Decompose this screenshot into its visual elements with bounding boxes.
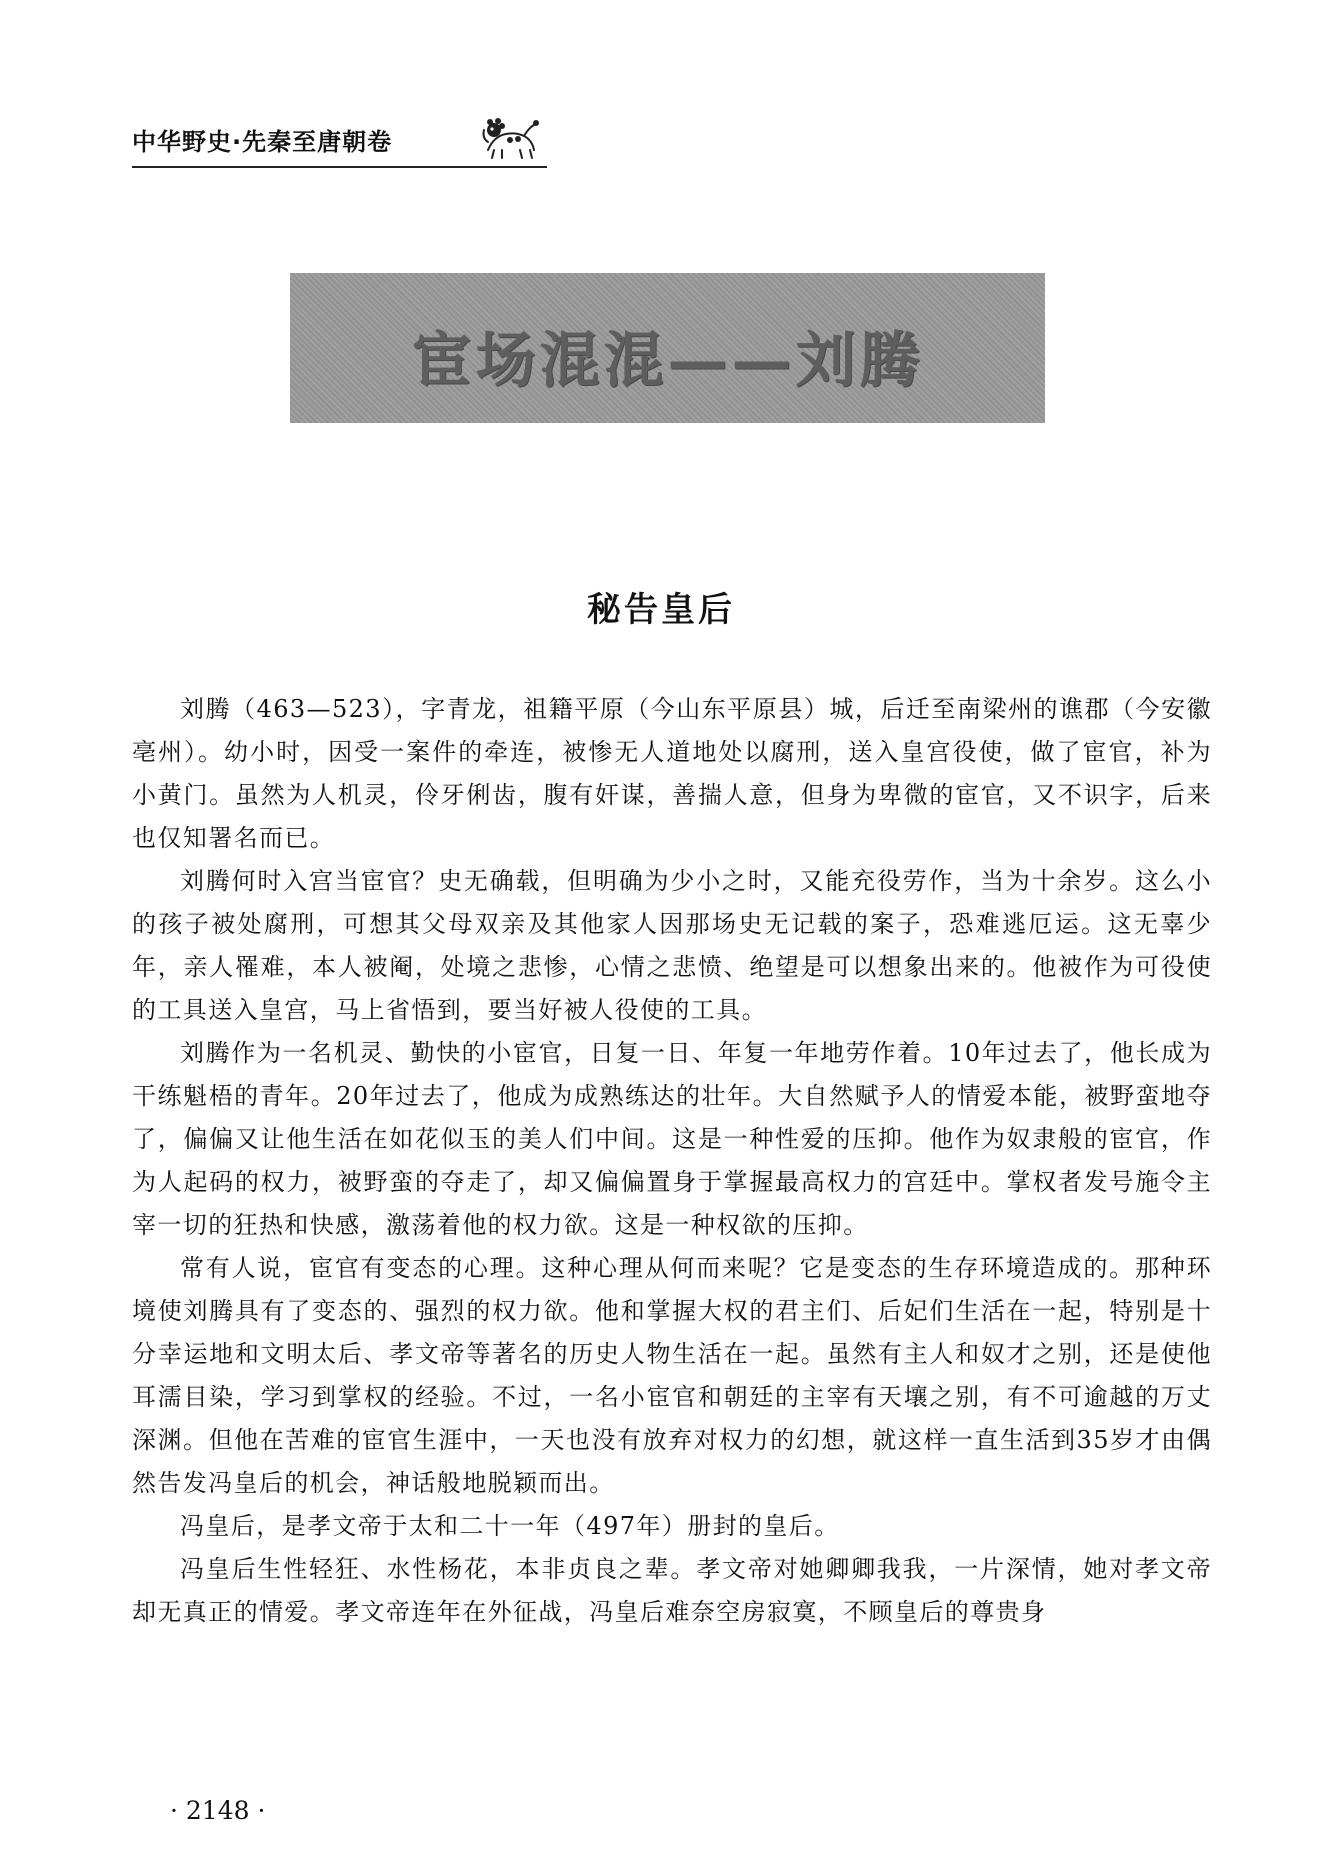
lion-icon [480,112,542,162]
body-text [132,688,1212,1634]
paragraph: 冯皇后生性轻狂、水性杨花，本非贞良之辈。孝文帝对她卿卿我我，一片深情，她对孝文帝却无真正的情爱。孝文帝连年在外征战，冯皇后难奈空房寂寞，不顾皇后的尊贵身 [132,1555,1212,1626]
header-rule [132,166,547,168]
paragraph: 冯皇后，是孝文帝于太和二十一年（497年）册封的皇后。 [180,1512,840,1540]
series-title: 中华野史·先秦至唐朝卷 [132,128,393,156]
chapter-banner [290,273,1045,423]
paragraph: 刘腾作为一名机灵、勤快的小宦官，日复一日、年复一年地劳作着。10年过去了，他长成为干练魁梧的青年。20年过去了，他成为成熟练达的壮年。大自然赋予人的情爱本能，被野蛮地夺了，偏偏又让他生活在如花似玉的美人们中间。这是一种性爱的压抑。他作为奴隶般的宦官，作为人起码的权力，被野蛮的夺走了，却又偏偏置身于掌握最高权力的宫廷中。掌权者发号施令主宰一切的狂热和快感，激荡着他的权力欲。这是一种权欲的压抑。 [132,1039,1212,1239]
paragraph: 常有人说，宦官有变态的心理。这种心理从何而来呢？它是变态的生存环境造成的。那种环境使刘腾具有了变态的、强烈的权力欲。他和掌握大权的君主们、后妃们生活在一起，特别是十分幸运地和文明太后、孝文帝等著名的历史人物生活在一起。虽然有主人和奴才之别，还是使他耳濡目染，学习到掌权的经验。不过，一名小宦官和朝廷的主宰有天壤之别，有不可逾越的万丈深渊。但他在苦难的宦官生涯中，一天也没有放弃对权力的幻想，就这样一直生活到35岁才由偶然告发冯皇后的机会，神话般地脱颖而出。 [132,1254,1212,1497]
running-header [132,112,547,172]
chapter-title: 宦场混混——刘腾 [411,326,924,396]
paragraph: 刘腾（463—523），字青龙，祖籍平原（今山东平原县）城，后迁至南梁州的谯郡（今安徽亳州）。幼小时，因受一案件的牵连，被惨无人道地处以腐刑，送入皇宫役使，做了宦官，补为小黄门。虽然为人机灵，伶牙俐齿，腹有奸谋，善揣人意，但身为卑微的宦官，又不识字，后来也仅知署名而已。 [132,695,1212,852]
paragraph: 刘腾何时入宫当宦官？史无确载，但明确为少小之时，又能充役劳作，当为十余岁。这么小的孩子被处腐刑，可想其父母双亲及其他家人因那场史无记载的案子，恐难逃厄运。这无辜少年，亲人罹难，本人被阉，处境之悲惨，心情之悲愤、绝望是可以想象出来的。他被作为可役使的工具送入皇宫，马上省悟到，要当好被人役使的工具。 [132,867,1212,1024]
section-title: 秘告皇后 [587,590,735,630]
page-number: · 2148 · [170,1796,266,1825]
